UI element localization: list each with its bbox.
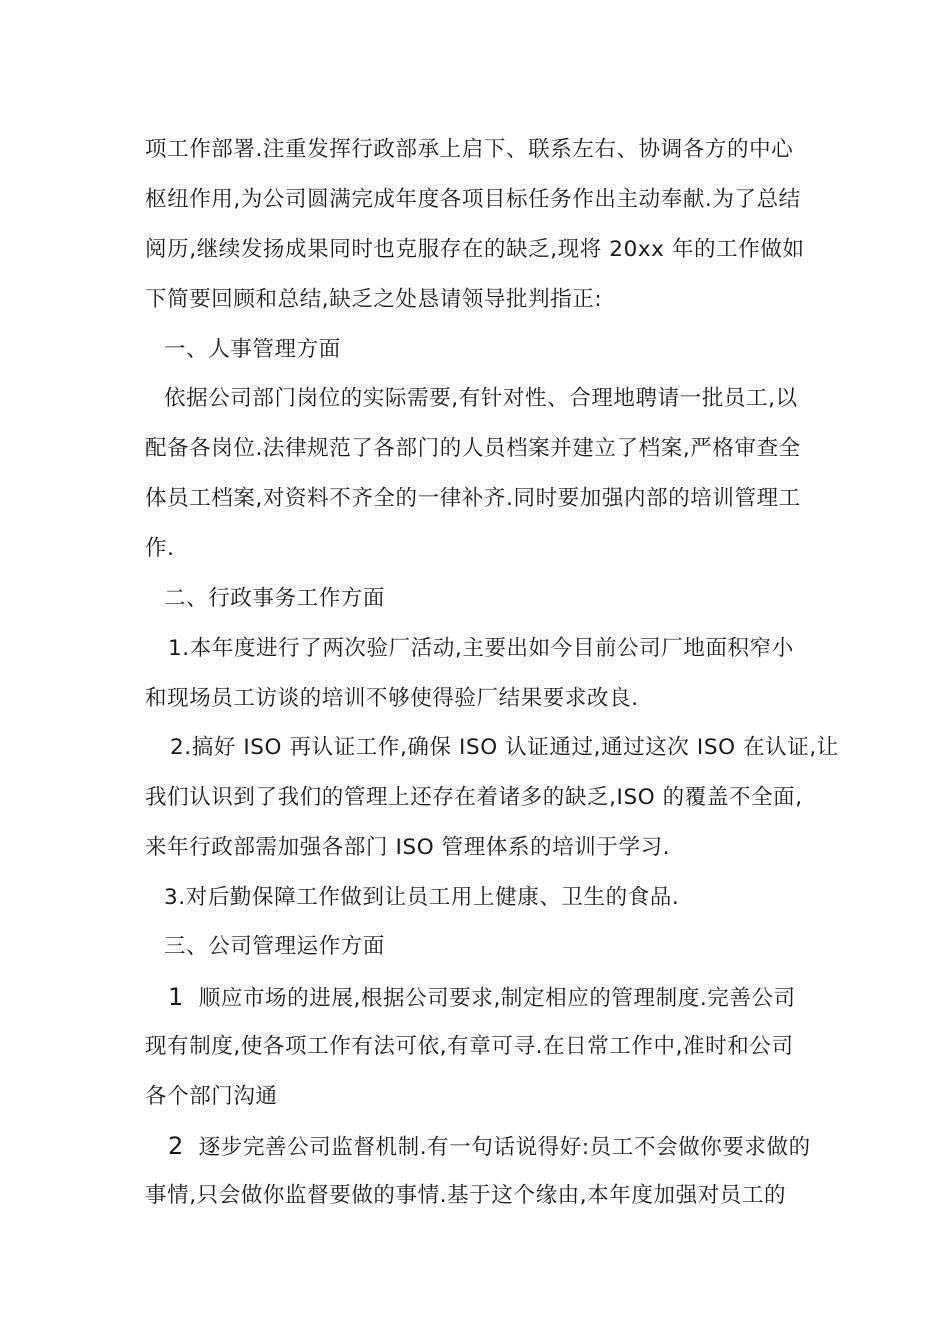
body-text-line: 各个部门沟通 bbox=[145, 1084, 278, 1109]
body-text-line: 我们认识到了我们的管理上还存在着诸多的缺乏,ISO 的覆盖不全面, bbox=[145, 785, 803, 810]
body-text-line: 项工作部署.注重发挥行政部承上启下、联系左右、协调各方的中心 bbox=[145, 137, 794, 162]
body-text-line: 1.本年度进行了两次验厂活动,主要出如今目前公司厂地面积窄小 bbox=[168, 636, 794, 661]
item-number: 2 bbox=[168, 1132, 184, 1160]
body-text-line: 现有制度,使各项工作有法可依,有章可寻.在日常工作中,准时和公司 bbox=[145, 1034, 794, 1059]
body-text-line: 依据公司部门岗位的实际需要,有针对性、合理地聘请一批员工,以 bbox=[164, 386, 798, 411]
body-text-line: 阅历,继续发扬成果同时也克服存在的缺乏,现将 20xx 年的工作做如 bbox=[145, 237, 805, 262]
body-text-line: 3.对后勤保障工作做到让员工用上健康、卫生的食品. bbox=[164, 885, 680, 910]
body-text-line: 下简要回顾和总结,缺乏之处恳请领导批判指正: bbox=[145, 287, 603, 312]
body-text-line: 作. bbox=[145, 536, 175, 561]
item-number: 1 bbox=[168, 983, 184, 1011]
body-text-line: 事情,只会做你监督要做的事情.基于这个缘由,本年度加强对员工的 bbox=[145, 1183, 787, 1208]
body-text-span: 逐步完善公司监督机制.有一句话说得好:员工不会做你要求做的 bbox=[198, 1135, 811, 1160]
section-heading-admin: 二、行政事务工作方面 bbox=[164, 586, 386, 611]
body-text-line: 来年行政部需加强各部门 ISO 管理体系的培训于学习. bbox=[145, 835, 671, 860]
body-text-line: 2.搞好 ISO 再认证工作,确保 ISO 认证通过,通过这次 ISO 在认证,让 bbox=[170, 735, 839, 760]
section-heading-operations: 三、公司管理运作方面 bbox=[164, 934, 386, 959]
numbered-paragraph-line bbox=[168, 982, 838, 1014]
body-text-line: 枢纽作用,为公司圆满完成年度各项目标任务作出主动奉献.为了总结 bbox=[145, 187, 801, 212]
numbered-paragraph-line bbox=[168, 1131, 838, 1163]
body-text-line: 配备各岗位.法律规范了各部门的人员档案并建立了档案,严格审查全 bbox=[145, 436, 801, 461]
body-text-line: 和现场员工访谈的培训不够使得验厂结果要求改良. bbox=[145, 686, 639, 711]
body-text-span: 顺应市场的进展,根据公司要求,制定相应的管理制度.完善公司 bbox=[198, 986, 796, 1011]
body-text-line: 体员工档案,对资料不齐全的一律补齐.同时要加强内部的培训管理工 bbox=[145, 486, 801, 511]
section-heading-personnel: 一、人事管理方面 bbox=[164, 337, 341, 362]
